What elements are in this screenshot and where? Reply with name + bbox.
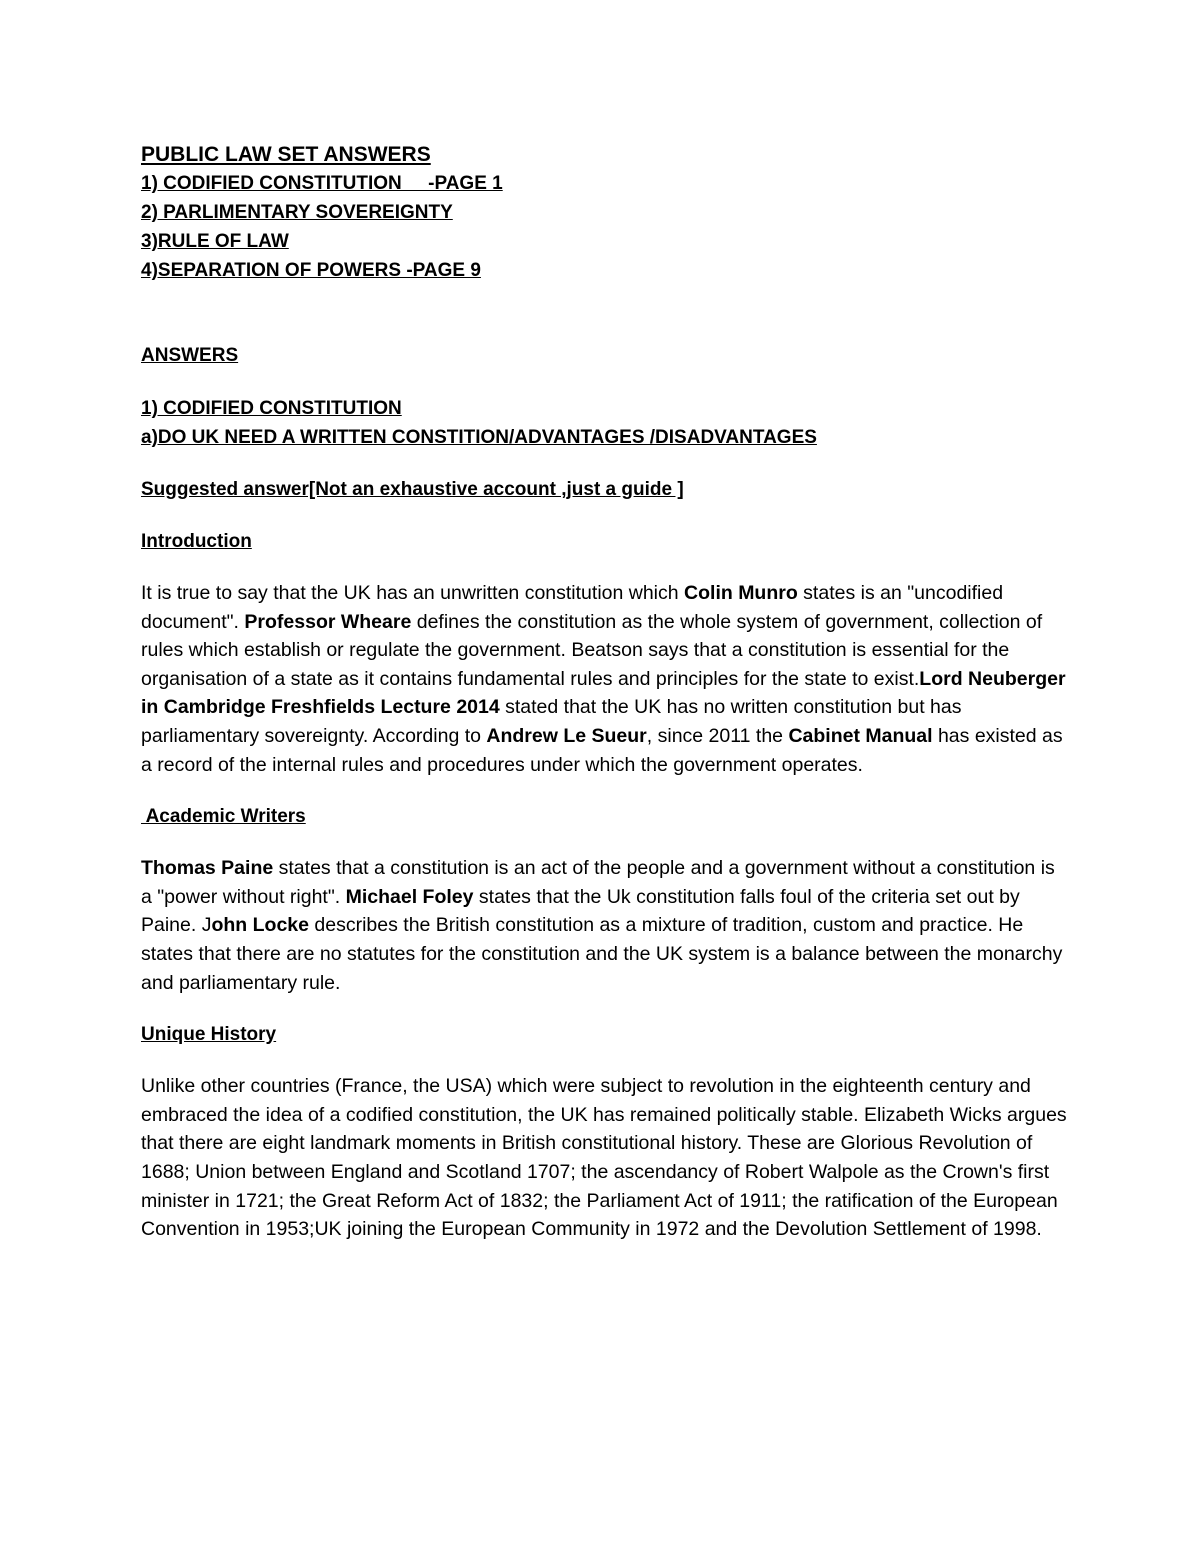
- table-of-contents: [141, 169, 1071, 285]
- toc-item: 4)SEPARATION OF POWERS -PAGE 9: [141, 260, 481, 281]
- author-name: Lord Neuberger in Cambridge Freshfields Lecture 2014: [141, 667, 1066, 719]
- question-heading: a)DO UK NEED A WRITTEN CONSTITION/ADVANTAGES /DISADVANTAGES: [141, 427, 817, 448]
- toc-item: 3)RULE OF LAW: [141, 231, 289, 252]
- document-page: [141, 141, 1071, 1244]
- answers-heading: ANSWERS: [141, 345, 239, 366]
- author-name: Professor Wheare: [244, 610, 412, 633]
- reference-name: Cabinet Manual: [788, 724, 933, 747]
- toc-item: 1) CODIFIED CONSTITUTION -PAGE 1: [141, 173, 503, 194]
- author-name: Michael Foley: [345, 885, 474, 908]
- author-name: Colin Munro: [684, 582, 798, 604]
- academic-heading: Academic Writers: [141, 806, 306, 828]
- suggested-answer-note: Suggested answer[Not an exhaustive account ,just a guide ]: [141, 479, 684, 500]
- document-title: PUBLIC LAW SET ANSWERS: [141, 143, 431, 166]
- academic-paragraph: Thomas Paine states that a constitution is an act of the people and a government without a constitution is a "power without right". Michael Foley states that the Uk constitution falls foul of the criteria set out by Paine. John Locke describes the British constitution as a mixture of tradition, custom and practice. He states that there are no statutes for the constitution and the UK system is a balance between the monarchy and parliamentary rule.: [141, 857, 1063, 994]
- author-name: Thomas Paine: [141, 857, 274, 880]
- history-paragraph: Unlike other countries (France, the USA) which were subject to revolution in the eighteenth century and embraced the idea of a codified constitution, the UK has remained politically stable. Elizabeth Wicks argues that there are eight landmark moments in British constitutional history. These are Glorious Revolution of 1688; Union between England and Scotland 1707; the ascendancy of Robert Walpole as the Crown's first minister in 1721; the Great Reform Act of 1832; the Parliament Act of 1911; the ratification of the European Convention in 1953;UK joining the European Community in 1972 and the Devolution Settlement of 1998.: [141, 1075, 1067, 1241]
- intro-paragraph: It is true to say that the UK has an unwritten constitution which Colin Munro states is an "uncodified document". Professor Wheare defines the constitution as the whole system of government, collection of rules which establish or regulate the government. Beatson says that a constitution is essential for the organisation of a state as it contains fundamental rules and principles for the state to exist.Lord Neuberger in Cambridge Freshfields Lecture 2014 stated that the UK has no written constitution but has parliamentary sovereignty. According to Andrew Le Sueur, since 2011 the Cabinet Manual has existed as a record of the internal rules and procedures under which the government operates.: [141, 582, 1066, 776]
- section-heading: 1) CODIFIED CONSTITUTION: [141, 398, 402, 419]
- author-name: ohn Locke: [211, 914, 309, 937]
- intro-heading: Introduction: [141, 531, 252, 552]
- author-name: Andrew Le Sueur: [486, 724, 647, 747]
- history-heading: Unique History: [141, 1024, 277, 1046]
- toc-item: 2) PARLIMENTARY SOVEREIGNTY: [141, 202, 453, 223]
